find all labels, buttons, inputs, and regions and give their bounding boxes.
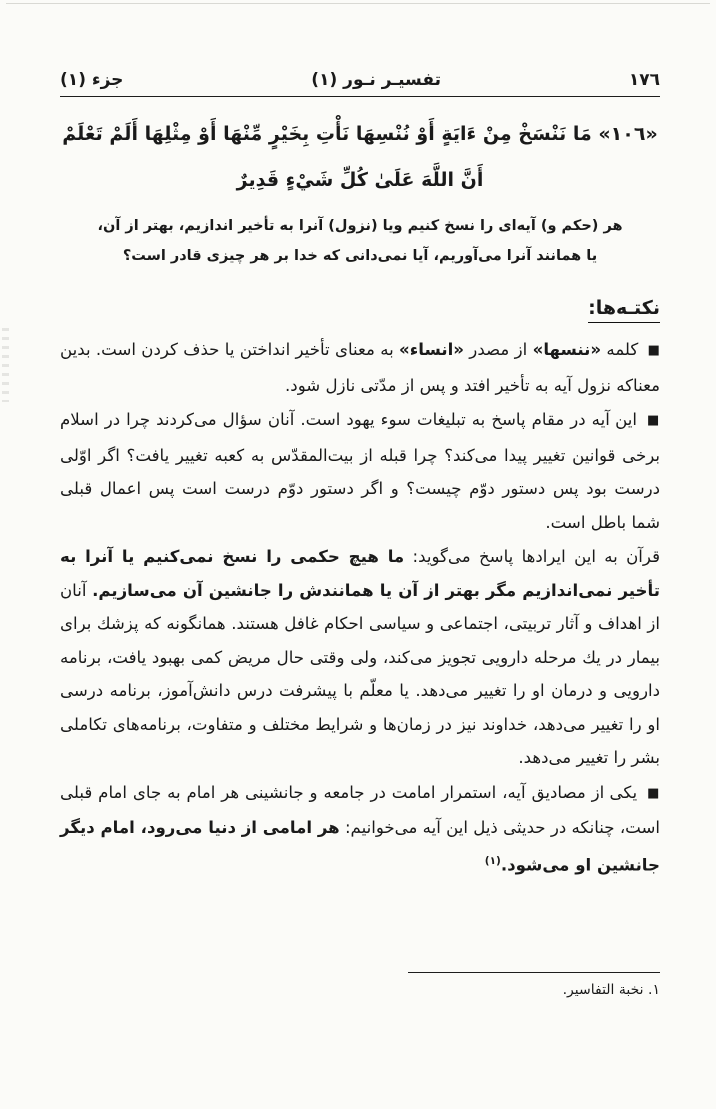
notes-body [60,333,660,882]
page-number: ١٧٦ [628,70,660,90]
footnote-divider [408,972,660,973]
text-segment: از مصدر [463,340,533,359]
translation-line-1 [60,211,660,241]
text-segment: اين آيه در مقام پاسخ به تبليغات سوء يهود است. آنان سؤال مى‌كردند چرا در اسلام برخى قوانين تغيير پيدا مى‌كند؟ چرا قبله از بيت‌المقدّس به كعبه تغيير يافت؟ اگر اوّلى درست بود پس دستور دوّم چيست؟ و اگر دستور دوّم درست است پس اعمال قبلى شما باطل است. [60,410,660,532]
translation-line-2 [60,241,660,271]
notes-heading-text: نكتـه‌ها: [588,297,660,323]
bullet-square-icon: ■ [647,343,660,358]
footnote-reference: (١) [484,854,501,867]
verse-line-1 [60,111,660,157]
note-paragraph-1 [60,333,660,402]
left-margin-artifact [2,328,9,402]
quran-verse-block [60,111,660,203]
text-segment: قرآن به اين ايرادها پاسخ مى‌گويد: [404,547,660,566]
verse-translation-block [60,211,660,271]
text-segment: كلمه [601,340,639,359]
page-header [60,70,660,97]
text-segment: به معناى تأخير انداختن يا حذف كردن است. بدين معناكه نزول آيه به تأخير افتد و پس از مدّتى نازل شود. [60,340,660,395]
verse-text-2: أَنَّ اللَّهَ عَلَىٰ كُلِّ شَيْءٍ قَدِيرٌ [236,169,484,191]
bullet-square-icon: ■ [647,785,660,801]
footnote-text: ١. نخبة التفاسير. [562,982,660,998]
verse-text-1: «١٠٦» مَا نَنْسَخْ مِنْ ءَايَةٍ أَوْ نُنْسِهَا نَأْتِ بِخَيْرٍ مِّنْهَا أَوْ مِثْلِهَا أَلَمْ تَعْلَمْ [62,123,658,145]
text-segment-bold: ما هيچ حكمى را نسخ نمى‌كنيم يا آنرا به تأخير نمى‌اندازيم مگر بهتر از آن يا همانندش را جانشين آن مى‌سازيم. [60,547,660,600]
text-segment-bold: «انساء» [399,340,464,359]
note-paragraph-3 [60,540,660,775]
book-title: تفسيـر نـور (١) [311,70,441,90]
text-segment-bold: هر امامى از دنيا مى‌رود، امام ديگر جانشين او مى‌شود. [60,818,660,875]
footnote-area [60,972,660,998]
page-content [60,0,660,883]
text-segment-bold: «ننسها» [532,340,602,359]
verse-line-2 [60,157,660,203]
notes-heading [60,297,660,323]
text-segment: يكى از مصاديق آيه، استمرار امامت در جامعه و جانشينى هر امام به جاى امام قبلى است، چنانكه در حديثى ذيل اين آيه مى‌خوانيم: [60,782,660,837]
note-paragraph-4 [60,776,660,882]
note-paragraph-2 [60,403,660,539]
translation-text-2: يا همانند آنرا مى‌آوريم، آيا نمى‌دانى كه خدا بر هر چيزى قادر است؟ [122,248,598,264]
bullet-square-icon: ■ [646,413,660,428]
text-segment: آنان از اهداف و آثار تربيتى، اجتماعى و سياسى احكام غافل هستند. همانگونه كه پزشك براى بيمار در يك مرحله دارويى تجويز مى‌كند، ولى وقتى حال مريض كمى بهبود يافت، برنامه دارويى و درمان او را تغيير مى‌دهد. يا معلّم با پيشرفت درس دانش‌آموز، برنامه درسى او را تغيير مى‌دهد، خداوند نيز در زمان‌ها و شرايط مختلف و متفاوت، برنامه‌هاى تكاملى بشر را تغيير مى‌دهد. [60,580,660,767]
section-label: جزء (١) [60,70,124,90]
translation-text-1: هر (حكم و) آيه‌اى را نسخ كنيم ويا (نزول) آنرا به تأخير اندازيم، بهتر از آن، [97,218,623,234]
